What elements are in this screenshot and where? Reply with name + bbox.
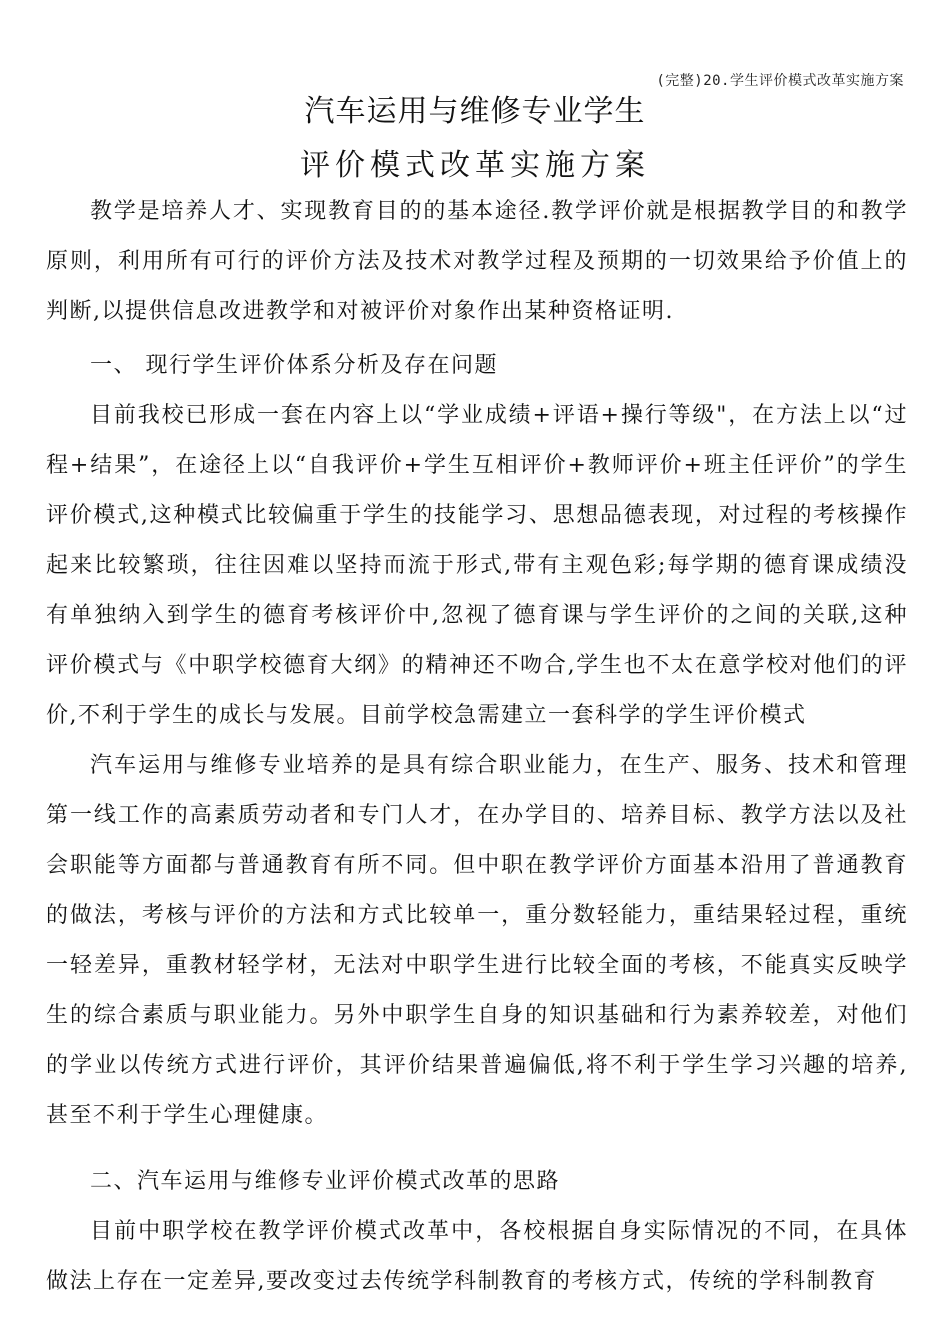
section-1-paragraph-2: 汽车运用与维修专业培养的是具有综合职业能力，在生产、服务、技术和管理第一线工作的高素质劳动者和专门人才，在办学目的、培养目标、教学方法以及社会职能等方面都与普通教育有所不同。但中职在教学评价方面基本沿用了普通教育的做法，考核与评价的方法和方式比较单一，重分数轻能力，重结果轻过程，重统一轻差异，重教材轻学材，无法对中职学生进行比较全面的考核，不能真实反映学生的综合素质与职业能力。另外中职学生自身的知识基础和行为素养较差，对他们的学业以传统方式进行评价，其评价结果普遍偏低,将不利于学生学习兴趣的培养,甚至不利于学生心理健康。 xyxy=(46,753,908,1128)
document-title-line-2: 评价模式改革实施方案 xyxy=(300,148,650,183)
document-title-line-1: 汽车运用与维修专业学生 xyxy=(304,94,646,129)
section-2-paragraph-1: 目前中职学校在教学评价模式改革中，各校根据自身实际情况的不同，在具体做法上存在一定差异,要改变过去传统学科制教育的考核方式，传统的学科制教育 xyxy=(46,1219,908,1294)
document-header-note: (完整)20.学生评价模式改革实施方案 xyxy=(656,73,904,89)
intro-paragraph: 教学是培养人才、实现教育目的的基本途径.教学评价就是根据教学目的和教学原则，利用所有可行的评价方法及技术对教学过程及预期的一切效果给予价值上的判断,以提供信息改进教学和对被评价对象作出某种资格证明. xyxy=(46,199,908,324)
section-1-paragraph-1: 目前我校已形成一套在内容上以“学业成绩+评语+操行等级"，在方法上以“过程+结果”，在途径上以“自我评价+学生互相评价+教师评价+班主任评价”的学生评价模式,这种模式比较偏重于学生的技能学习、思想品德表现，对过程的考核操作起来比较繁琐，往往因难以坚持而流于形式,带有主观色彩;每学期的德育课成绩没有单独纳入到学生的德育考核评价中,忽视了德育课与学生评价的之间的关联,这种评价模式与《中职学校德育大纲》的精神还不吻合,学生也不太在意学校对他们的评价,不利于学生的成长与发展。目前学校急需建立一套科学的学生评价模式 xyxy=(46,403,908,728)
section-2-heading: 二、汽车运用与维修专业评价模式改革的思路 xyxy=(90,1169,561,1194)
section-1-heading: 一、 现行学生评价体系分析及存在问题 xyxy=(90,353,498,378)
document-body xyxy=(46,187,908,1307)
